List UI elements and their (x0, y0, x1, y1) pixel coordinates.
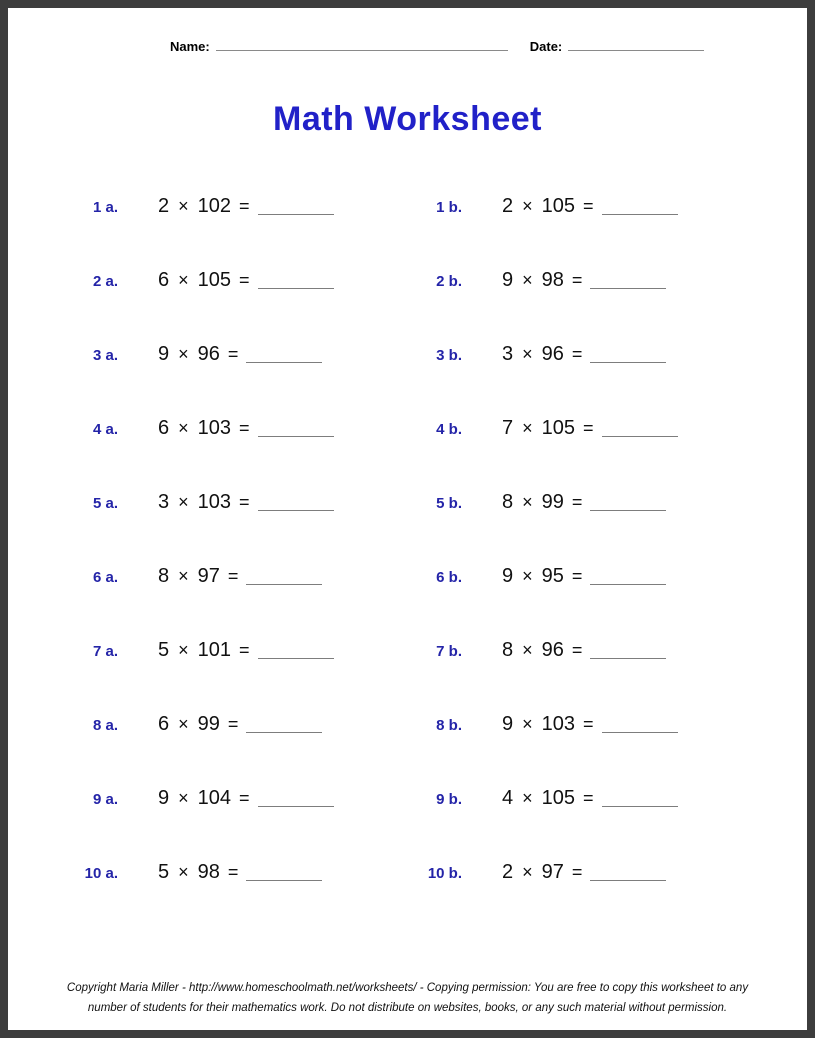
problem-row (8, 169, 807, 243)
problem-expression (158, 491, 334, 514)
equals-sign: = (583, 195, 594, 216)
header (170, 38, 807, 54)
factor-1: 7 (502, 416, 514, 439)
answer-blank[interactable] (258, 792, 334, 807)
problem-expression (158, 195, 334, 218)
times-sign: × (178, 713, 189, 734)
factor-1: 2 (502, 194, 514, 217)
factor-1: 8 (502, 490, 514, 513)
answer-blank[interactable] (590, 644, 666, 659)
times-sign: × (522, 491, 533, 512)
problem-expression (158, 639, 334, 662)
factor-2: 103 (197, 490, 232, 513)
date-input-line[interactable] (568, 38, 704, 51)
problem-expression (502, 787, 678, 810)
problem-cell-a (8, 861, 352, 884)
equals-sign: = (227, 861, 239, 882)
problem-cell-b (352, 713, 696, 736)
problem-cell-a (8, 195, 352, 218)
times-sign: × (178, 417, 189, 438)
factor-1: 9 (502, 712, 514, 735)
problem-cell-b (352, 343, 696, 366)
equals-sign: = (227, 713, 239, 734)
factor-1: 6 (158, 416, 170, 439)
problem-expression (502, 713, 678, 736)
equals-sign: = (571, 343, 583, 364)
factor-2: 96 (541, 342, 564, 365)
answer-blank[interactable] (590, 496, 666, 511)
answer-blank[interactable] (246, 348, 322, 363)
times-sign: × (522, 269, 533, 290)
factor-1: 2 (158, 194, 170, 217)
problem-expression (502, 417, 678, 440)
times-sign: × (522, 195, 533, 216)
factor-2: 103 (541, 712, 576, 735)
name-label: Name: (170, 39, 210, 54)
problem-label: 10 b. (427, 864, 462, 882)
problem-label: 4 b. (436, 420, 462, 438)
problem-cell-a (8, 269, 352, 292)
problem-expression (502, 269, 666, 292)
problem-row (8, 317, 807, 391)
factor-2: 105 (197, 268, 232, 291)
problem-expression (502, 861, 666, 884)
factor-2: 99 (197, 712, 220, 735)
times-sign: × (178, 861, 189, 882)
problem-cell-a (8, 565, 352, 588)
problem-cell-a (8, 417, 352, 440)
problem-expression (502, 343, 666, 366)
problem-expression (502, 639, 666, 662)
problems-grid (8, 169, 807, 909)
times-sign: × (522, 417, 533, 438)
factor-1: 5 (158, 860, 170, 883)
problem-expression (158, 343, 322, 366)
answer-blank[interactable] (590, 348, 666, 363)
times-sign: × (178, 269, 189, 290)
problem-label: 5 b. (436, 494, 462, 512)
problem-expression (502, 195, 678, 218)
worksheet-page (8, 8, 807, 1030)
problem-row (8, 391, 807, 465)
equals-sign: = (239, 491, 250, 512)
times-sign: × (522, 639, 533, 660)
problem-cell-a (8, 343, 352, 366)
problem-expression (158, 269, 334, 292)
answer-blank[interactable] (590, 570, 666, 585)
times-sign: × (178, 343, 189, 364)
factor-1: 2 (502, 860, 514, 883)
factor-1: 9 (502, 268, 514, 291)
factor-2: 98 (197, 860, 220, 883)
equals-sign: = (239, 787, 250, 808)
problem-label: 6 b. (436, 568, 462, 586)
factor-2: 103 (197, 416, 232, 439)
problem-expression (158, 565, 322, 588)
problem-label: 4 a. (92, 420, 118, 438)
answer-blank[interactable] (602, 200, 678, 215)
answer-blank[interactable] (602, 422, 678, 437)
factor-1: 6 (158, 268, 170, 291)
problem-label: 8 a. (92, 716, 118, 734)
problem-cell-b (352, 639, 696, 662)
problem-label: 3 b. (436, 346, 462, 364)
problem-label: 8 b. (436, 716, 462, 734)
footer-line-1: Copyright Maria Miller - http://www.homeschoolmath.net/worksheets/ - Copying permission: You are free to copy this worksheet to any (66, 981, 749, 994)
times-sign: × (178, 639, 189, 660)
factor-2: 102 (197, 194, 232, 217)
times-sign: × (522, 565, 533, 586)
equals-sign: = (571, 639, 583, 660)
answer-blank[interactable] (590, 866, 666, 881)
problem-label: 7 b. (436, 642, 462, 660)
problem-cell-b (352, 565, 696, 588)
times-sign: × (522, 861, 533, 882)
equals-sign: = (571, 861, 583, 882)
answer-blank[interactable] (246, 718, 322, 733)
problem-label: 2 a. (92, 272, 118, 290)
equals-sign: = (227, 565, 239, 586)
factor-1: 4 (502, 786, 514, 809)
answer-blank[interactable] (258, 644, 334, 659)
problem-expression (158, 713, 322, 736)
factor-1: 9 (158, 342, 170, 365)
factor-1: 6 (158, 712, 170, 735)
factor-2: 96 (197, 342, 220, 365)
problem-label: 1 a. (92, 198, 118, 216)
factor-2: 98 (541, 268, 564, 291)
factor-1: 3 (158, 490, 170, 513)
problem-cell-a (8, 639, 352, 662)
problem-row (8, 761, 807, 835)
problem-cell-b (352, 787, 696, 810)
answer-blank[interactable] (246, 570, 322, 585)
name-input-line[interactable] (216, 38, 508, 51)
problem-cell-b (352, 491, 696, 514)
times-sign: × (522, 713, 533, 734)
answer-blank[interactable] (590, 274, 666, 289)
problem-cell-a (8, 491, 352, 514)
problem-expression (502, 565, 666, 588)
factor-1: 3 (502, 342, 514, 365)
times-sign: × (178, 491, 189, 512)
answer-blank[interactable] (246, 866, 322, 881)
problem-cell-b (352, 195, 696, 218)
problem-expression (158, 417, 334, 440)
copyright-footer (8, 978, 807, 1018)
problem-label: 2 b. (436, 272, 462, 290)
factor-2: 97 (197, 564, 220, 587)
problem-expression (502, 491, 666, 514)
problem-label: 10 a. (84, 864, 118, 882)
equals-sign: = (583, 787, 594, 808)
equals-sign: = (239, 639, 250, 660)
problem-row (8, 539, 807, 613)
problem-cell-a (8, 713, 352, 736)
date-label: Date: (529, 39, 563, 54)
factor-2: 99 (541, 490, 564, 513)
problem-label: 9 a. (92, 790, 118, 808)
problem-label: 1 b. (436, 198, 462, 216)
factor-1: 8 (502, 638, 514, 661)
factor-2: 105 (541, 194, 576, 217)
equals-sign: = (571, 565, 583, 586)
factor-2: 105 (541, 786, 576, 809)
answer-blank[interactable] (258, 496, 334, 511)
problem-row (8, 243, 807, 317)
worksheet-title: Math Worksheet (273, 100, 542, 138)
equals-sign: = (571, 269, 583, 290)
factor-2: 95 (541, 564, 564, 587)
problem-label: 3 a. (92, 346, 118, 364)
times-sign: × (178, 787, 189, 808)
factor-2: 105 (541, 416, 576, 439)
answer-blank[interactable] (258, 200, 334, 215)
times-sign: × (522, 343, 533, 364)
factor-2: 104 (197, 786, 232, 809)
answer-blank[interactable] (602, 718, 678, 733)
answer-blank[interactable] (602, 792, 678, 807)
answer-blank[interactable] (258, 274, 334, 289)
times-sign: × (178, 195, 189, 216)
equals-sign: = (239, 417, 250, 438)
factor-2: 96 (541, 638, 564, 661)
times-sign: × (178, 565, 189, 586)
problem-expression (158, 861, 322, 884)
problem-label: 7 a. (92, 642, 118, 660)
factor-1: 9 (502, 564, 514, 587)
factor-1: 9 (158, 786, 170, 809)
equals-sign: = (239, 195, 250, 216)
equals-sign: = (239, 269, 250, 290)
problem-row (8, 465, 807, 539)
problem-label: 6 a. (92, 568, 118, 586)
problem-cell-b (352, 861, 696, 884)
problem-row (8, 613, 807, 687)
factor-2: 101 (197, 638, 232, 661)
problem-cell-b (352, 269, 696, 292)
times-sign: × (522, 787, 533, 808)
footer-line-2: number of students for their mathematics work. Do not distribute on websites, books, or any such material without permission. (87, 1001, 728, 1014)
factor-2: 97 (541, 860, 564, 883)
problem-label: 5 a. (92, 494, 118, 512)
problem-expression (158, 787, 334, 810)
equals-sign: = (583, 713, 594, 734)
problem-label: 9 b. (436, 790, 462, 808)
equals-sign: = (571, 491, 583, 512)
problem-row (8, 687, 807, 761)
factor-1: 8 (158, 564, 170, 587)
problem-cell-b (352, 417, 696, 440)
factor-1: 5 (158, 638, 170, 661)
problem-cell-a (8, 787, 352, 810)
equals-sign: = (583, 417, 594, 438)
problem-row (8, 835, 807, 909)
equals-sign: = (227, 343, 239, 364)
answer-blank[interactable] (258, 422, 334, 437)
